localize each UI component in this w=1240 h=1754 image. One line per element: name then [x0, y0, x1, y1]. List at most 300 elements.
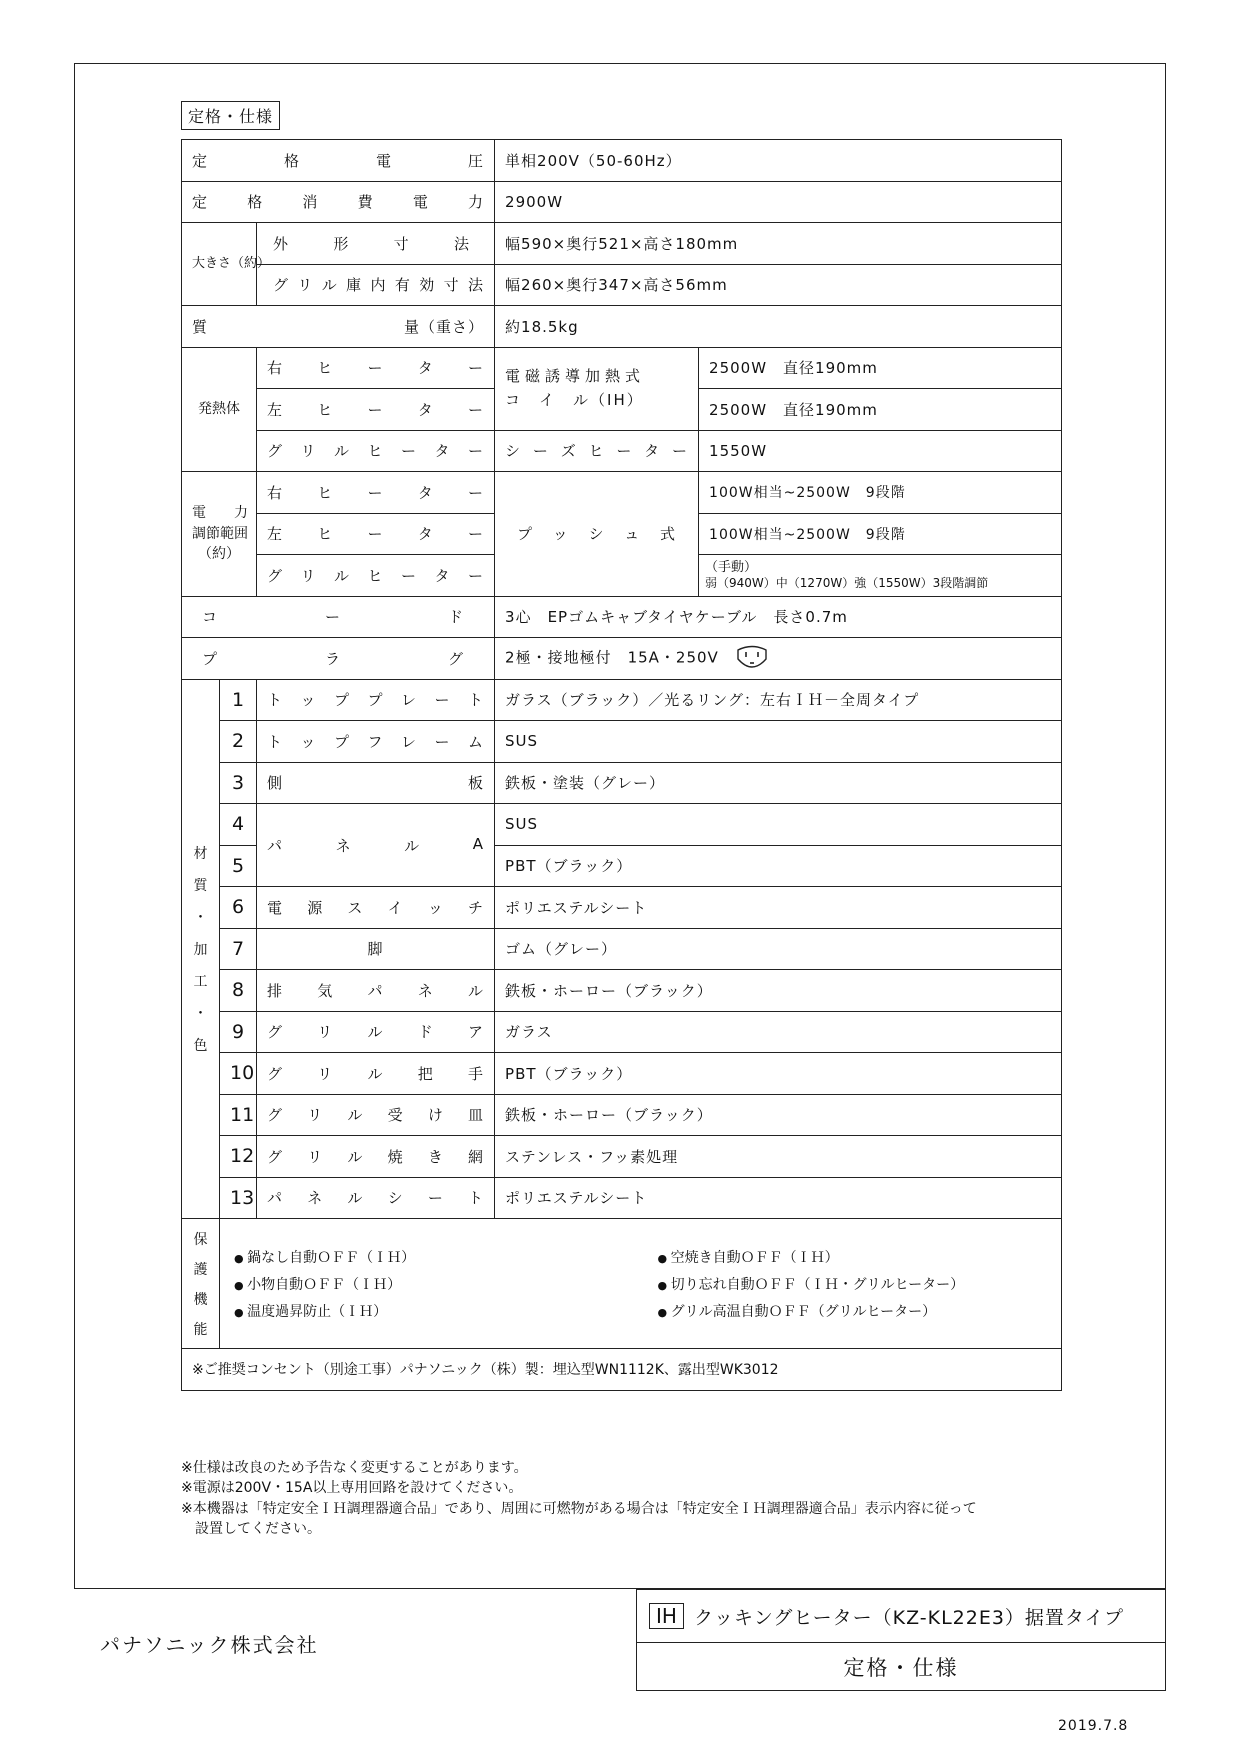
protection-item: ● 温度過昇防止（ＩＨ）	[234, 1301, 638, 1321]
spec-table	[181, 139, 1062, 1391]
doc-title: 定格・仕様	[843, 1656, 959, 1680]
label-char: 法	[468, 276, 485, 295]
label-char: ド	[448, 608, 465, 627]
material-number: 2	[220, 721, 257, 763]
label-char: ッ	[300, 691, 317, 710]
material-number: 11	[220, 1094, 257, 1136]
row-outer-size	[182, 223, 1062, 265]
label-char: ル	[347, 1106, 364, 1125]
label-chars	[267, 1187, 484, 1208]
material-label	[257, 679, 495, 721]
label-char: 格	[247, 193, 264, 212]
material-number: 1	[220, 679, 257, 721]
label-char: 電	[376, 151, 393, 170]
label-char: 手	[468, 1064, 485, 1083]
label-char: 右	[267, 483, 284, 502]
label-char: ヒ	[317, 400, 334, 419]
label-char: パ	[367, 981, 384, 1000]
label-chars	[505, 440, 688, 461]
label-char: ッ	[552, 525, 569, 544]
value-power-left: 100W相当~2500W 9段階	[699, 513, 1062, 555]
row-cord	[182, 596, 1062, 638]
label-char: ー	[468, 442, 485, 461]
materials-body	[182, 679, 1062, 1219]
label-char: ム	[468, 732, 485, 751]
label-chars	[267, 1146, 484, 1167]
material-number: 10	[220, 1053, 257, 1095]
grill-heater-type	[495, 430, 699, 472]
label-char: 源	[307, 898, 324, 917]
label-chars	[267, 357, 484, 378]
label-char: ネ	[335, 836, 352, 855]
row-grill-size	[182, 264, 1062, 306]
label-chars	[267, 835, 484, 856]
material-value: 鉄板・ホーロー（ブラック）	[495, 1094, 1062, 1136]
vertical-char: ・	[193, 909, 208, 926]
group-heater: 発熱体	[182, 347, 257, 472]
label-char: レ	[401, 691, 418, 710]
group-power	[182, 472, 257, 597]
value-cord: 3心 EPゴムキャブタイヤケーブル 長さ0.7m	[495, 596, 1062, 638]
label-char: ヒ	[317, 483, 334, 502]
label-char: ヒ	[367, 566, 384, 585]
note-3: ※本機器は「特定安全ＩＨ調理器適合品」であり、周囲に可燃物がある場合は「特定安全ＩＨ調理器適合品」表示内容に従って	[181, 1500, 977, 1517]
label-char: 形	[333, 234, 350, 253]
label-power-grill	[257, 555, 495, 597]
label-char: グ	[267, 1064, 284, 1083]
label-char: ー	[367, 525, 384, 544]
material-label	[257, 1136, 495, 1178]
label-char: ト	[267, 732, 284, 751]
value-rated-power: 2900W	[495, 181, 1062, 223]
label-chars	[267, 1063, 484, 1084]
label-char: シ	[505, 442, 522, 461]
ih-type-line2: コ イ ル（IH）	[505, 390, 644, 409]
group-power-line1: 電 力	[192, 505, 248, 522]
label-char: ル	[468, 981, 485, 1000]
label-char: リ	[307, 1147, 324, 1166]
label-char: ア	[468, 1023, 485, 1042]
label-char: ッ	[300, 732, 317, 751]
protection-item: ● グリル高温自動ＯＦＦ（グリルヒーター）	[658, 1301, 1062, 1321]
label-char: ー	[468, 359, 485, 378]
row-rated-power	[182, 181, 1062, 223]
label-char: フ	[367, 732, 384, 751]
label-chars	[267, 772, 484, 793]
label-char: 排	[267, 981, 284, 1000]
material-value: 鉄板・塗装（グレー）	[495, 762, 1062, 804]
label-char: リ	[317, 1064, 334, 1083]
material-row	[182, 679, 1062, 721]
material-value: SUS	[495, 721, 1062, 763]
label-char: ー	[468, 525, 485, 544]
label-char: ル	[334, 566, 351, 585]
label-char: プ	[202, 649, 219, 668]
label-chars	[267, 565, 484, 586]
value-power-grill	[699, 555, 1062, 597]
ih-badge: IH	[649, 1603, 684, 1629]
label-char: グ	[267, 1147, 284, 1166]
material-value: ポリエステルシート	[495, 1177, 1062, 1219]
label-char: グ	[267, 566, 284, 585]
label-char: タ	[417, 483, 434, 502]
label-grill-heater	[257, 430, 495, 472]
material-label	[257, 887, 495, 929]
label-char: 電	[412, 193, 429, 212]
label-char: 板	[468, 774, 485, 793]
protection-list-cell	[220, 1219, 1062, 1349]
label-char: 内	[370, 276, 387, 295]
label-char: 式	[659, 525, 676, 544]
value-power-right: 100W相当~2500W 9段階	[699, 472, 1062, 514]
label-char: プ	[334, 732, 351, 751]
label-char: ヒ	[588, 442, 605, 461]
label-char: レ	[401, 732, 418, 751]
vertical-char: ・	[193, 1005, 208, 1022]
vertical-char: 能	[193, 1321, 208, 1338]
material-value: ポリエステルシート	[495, 887, 1062, 929]
label-char: リ	[300, 566, 317, 585]
label-char: タ	[417, 400, 434, 419]
row-rated-voltage	[182, 140, 1062, 182]
material-label	[257, 762, 495, 804]
label-char: タ	[434, 566, 451, 585]
vertical-char: 護	[193, 1261, 208, 1278]
plug-outlet-icon	[735, 645, 769, 671]
label-chars	[202, 648, 464, 669]
label-char: ー	[367, 359, 384, 378]
value-right-heater: 2500W 直径190mm	[699, 347, 1062, 389]
label-char: 把	[417, 1064, 434, 1083]
vertical-char: 質	[193, 877, 208, 894]
label-chars	[267, 1104, 484, 1125]
label-char: タ	[417, 359, 434, 378]
material-row	[182, 1094, 1062, 1136]
label-chars	[267, 482, 484, 503]
material-row	[182, 1011, 1062, 1053]
label-char: 網	[468, 1147, 485, 1166]
label-char: ル	[367, 1023, 384, 1042]
material-label	[257, 970, 495, 1012]
protection-item: ● 切り忘れ自動ＯＦＦ（ＩＨ・グリルヒーター）	[658, 1274, 1062, 1294]
title-block	[636, 1589, 1166, 1691]
label-char: 電	[267, 898, 284, 917]
vertical-label	[182, 843, 219, 1055]
label-chars	[517, 523, 676, 544]
material-value: ステンレス・フッ素処理	[495, 1136, 1062, 1178]
label-chars	[267, 731, 484, 752]
material-value: PBT（ブラック）	[495, 1053, 1062, 1095]
value-left-heater: 2500W 直径190mm	[699, 389, 1062, 431]
protection-item: ● 鍋なし自動ＯＦＦ（ＩＨ）	[234, 1247, 638, 1267]
group-protection	[182, 1219, 220, 1349]
material-number: 6	[220, 887, 257, 929]
label-plug	[182, 638, 495, 680]
material-row	[182, 1053, 1062, 1095]
label-char: プ	[367, 691, 384, 710]
material-value: PBT（ブラック）	[495, 845, 1062, 887]
push-type	[495, 472, 699, 597]
label-char: チ	[468, 898, 485, 917]
label-left-heater	[257, 389, 495, 431]
label-char: ヒ	[367, 442, 384, 461]
material-label	[257, 721, 495, 763]
label-chars	[267, 897, 484, 918]
label-char: 焼	[387, 1147, 404, 1166]
material-label	[257, 928, 495, 970]
note-4: 設置してください。	[195, 1520, 321, 1537]
vertical-label	[182, 1229, 219, 1339]
label-char: ー	[672, 442, 689, 461]
vertical-char: 加	[193, 941, 208, 958]
label-char: ー	[367, 400, 384, 419]
vertical-char: 機	[193, 1291, 208, 1308]
material-row	[182, 762, 1062, 804]
group-size: 大きさ（約）	[182, 223, 257, 306]
label-char: タ	[644, 442, 661, 461]
label-char: ー	[367, 483, 384, 502]
label-char: パ	[267, 1189, 284, 1208]
label-chars	[273, 274, 484, 295]
note-2: ※電源は200V・15A以上専用回路を設けてください。	[181, 1480, 523, 1497]
material-row	[182, 928, 1062, 970]
group-power-line2: 調節範囲	[192, 525, 248, 542]
label-char: け	[427, 1106, 444, 1125]
material-number: 5	[220, 845, 257, 887]
label-char: ネ	[417, 981, 434, 1000]
label-char: 左	[267, 525, 284, 544]
material-number: 7	[220, 928, 257, 970]
label-char: ト	[468, 691, 485, 710]
material-row	[182, 887, 1062, 929]
label-char: イ	[387, 898, 404, 917]
material-number: 9	[220, 1011, 257, 1053]
label-power-left	[257, 513, 495, 555]
label-char: ヒ	[317, 359, 334, 378]
label-char: 外	[273, 234, 290, 253]
label-power-right	[257, 472, 495, 514]
label-char: ー	[532, 442, 549, 461]
label-char: 右	[267, 359, 284, 378]
material-row	[182, 721, 1062, 763]
label-char: ー	[468, 400, 485, 419]
company-name: パナソニック株式会社	[100, 1633, 319, 1657]
label-char: ヒ	[317, 525, 334, 544]
protection-item: ● 空焼き自動ＯＦＦ（ＩＨ）	[658, 1247, 1062, 1267]
label-char: ズ	[560, 442, 577, 461]
group-power-line3: （約）	[198, 545, 240, 562]
label-rated-voltage	[182, 140, 495, 182]
section-title: 定格・仕様	[181, 101, 280, 130]
label-char: 寸	[443, 276, 460, 295]
label-chars	[267, 399, 484, 420]
value-grill-heater: 1550W	[699, 430, 1062, 472]
label-char: 消	[302, 193, 319, 212]
vertical-char: 工	[193, 973, 208, 990]
label-char: タ	[434, 442, 451, 461]
material-number: 12	[220, 1136, 257, 1178]
row-outlet-note	[182, 1349, 1062, 1391]
material-number: 4	[220, 804, 257, 846]
label-char: ー	[616, 442, 633, 461]
label-chars	[267, 523, 484, 544]
label-char: ー	[325, 608, 342, 627]
material-value: ガラス（ブラック）／光るリング：左右ＩＨ－全周タイプ	[495, 679, 1062, 721]
label-char: グ	[267, 442, 284, 461]
label-char: 有	[394, 276, 411, 295]
label-char: ー	[468, 566, 485, 585]
label-char: タ	[417, 525, 434, 544]
value-grill-size: 幅260×奥行347×高さ56mm	[495, 264, 1062, 306]
label-char: 寸	[393, 234, 410, 253]
material-label-text: 脚	[367, 940, 384, 959]
row-weight	[182, 306, 1062, 348]
label-char: ル	[347, 1189, 364, 1208]
outlet-note: ※ご推奨コンセント（別途工事）パナソニック（株）製：埋込型WN1112K、露出型WK3012	[182, 1349, 1062, 1391]
material-row	[182, 804, 1062, 846]
label-weight	[182, 306, 495, 348]
material-number: 13	[220, 1177, 257, 1219]
weight-label-b: 量（重さ）	[404, 317, 485, 336]
label-char: ー	[434, 691, 451, 710]
material-number: 3	[220, 762, 257, 804]
label-char: グ	[267, 1106, 284, 1125]
label-char: ー	[401, 566, 418, 585]
row-plug	[182, 638, 1062, 680]
material-value: ゴム（グレー）	[495, 928, 1062, 970]
label-char: 気	[317, 981, 334, 1000]
label-char: 皿	[468, 1106, 485, 1125]
label-chars	[267, 689, 484, 710]
material-number: 8	[220, 970, 257, 1012]
vertical-char: 保	[193, 1231, 208, 1248]
material-label	[257, 1053, 495, 1095]
label-char: 圧	[468, 151, 485, 170]
value-plug-text: 2極・接地極付 15A・250V	[505, 648, 719, 667]
label-char: グ	[267, 1023, 284, 1042]
row-power-right	[182, 472, 1062, 514]
label-char: 力	[468, 193, 485, 212]
row-right-heater	[182, 347, 1062, 389]
ih-type	[495, 347, 699, 430]
product-name: クッキングヒーター（KZ-KL22E3）据置タイプ	[693, 1606, 1124, 1629]
label-char: ー	[434, 732, 451, 751]
material-label	[257, 1011, 495, 1053]
label-char: ト	[267, 691, 284, 710]
label-char: ス	[347, 898, 364, 917]
label-char: ネ	[307, 1189, 324, 1208]
label-char: パ	[267, 836, 284, 855]
weight-label-a: 質	[192, 317, 209, 336]
label-chars	[267, 1021, 484, 1042]
document-date: 2019.7.8	[1058, 1718, 1129, 1734]
label-char: ル	[334, 442, 351, 461]
material-label	[257, 1177, 495, 1219]
ih-type-line1: 電磁誘導加熱式	[505, 367, 646, 386]
vertical-char: 材	[193, 845, 208, 862]
label-right-heater	[257, 347, 495, 389]
value-plug	[495, 638, 1062, 680]
label-char: シ	[387, 1189, 404, 1208]
label-char: ー	[401, 442, 418, 461]
label-char: リ	[307, 1106, 324, 1125]
label-char: ー	[427, 1189, 444, 1208]
label-char: グ	[273, 276, 290, 295]
label-char: ュ	[624, 525, 641, 544]
value-weight: 約18.5kg	[495, 306, 1062, 348]
label-char: 費	[357, 193, 374, 212]
label-char: 側	[267, 774, 284, 793]
value-power-grill-line1: （手動）	[705, 559, 758, 575]
material-row	[182, 970, 1062, 1012]
label-char: ル	[367, 1064, 384, 1083]
label-char: リ	[297, 276, 314, 295]
notes	[181, 1458, 977, 1539]
label-char: 受	[387, 1106, 404, 1125]
material-row	[182, 1136, 1062, 1178]
label-char: リ	[300, 442, 317, 461]
label-outer-size	[257, 223, 495, 265]
label-char: 庫	[346, 276, 363, 295]
label-char: ル	[347, 1147, 364, 1166]
row-protection	[182, 1219, 1062, 1349]
label-char: ド	[417, 1023, 434, 1042]
protection-item: ● 小物自動ＯＦＦ（ＩＨ）	[234, 1274, 638, 1294]
label-char: ル	[321, 276, 338, 295]
material-label	[257, 1094, 495, 1136]
label-char: リ	[317, 1023, 334, 1042]
label-char: A	[472, 834, 484, 853]
label-grill-size	[257, 264, 495, 306]
value-outer-size: 幅590×奥行521×高さ180mm	[495, 223, 1062, 265]
label-char: ー	[468, 483, 485, 502]
label-char: ッ	[427, 898, 444, 917]
protection-list	[220, 1243, 1061, 1325]
label-char: き	[427, 1147, 444, 1166]
label-char: プ	[517, 525, 534, 544]
label-chars	[267, 440, 484, 461]
label-char: 格	[284, 151, 301, 170]
label-char: 法	[453, 234, 470, 253]
label-chars	[273, 233, 470, 254]
label-char: ト	[468, 1189, 485, 1208]
label-chars	[192, 191, 484, 212]
material-label	[257, 804, 495, 887]
label-rated-power	[182, 181, 495, 223]
label-char: 定	[192, 193, 209, 212]
material-row	[182, 1177, 1062, 1219]
label-char: ラ	[325, 649, 342, 668]
vertical-char: 色	[193, 1037, 208, 1054]
material-value: 鉄板・ホーロー（ブラック）	[495, 970, 1062, 1012]
label-char: グ	[448, 649, 465, 668]
label-char: プ	[334, 691, 351, 710]
value-rated-voltage: 単相200V（50-60Hz）	[495, 140, 1062, 182]
label-chars	[202, 606, 464, 627]
row-grill-heater	[182, 430, 1062, 472]
label-cord	[182, 596, 495, 638]
label-chars	[192, 150, 484, 171]
material-value: ガラス	[495, 1011, 1062, 1053]
group-materials	[182, 679, 220, 1219]
note-1: ※仕様は改良のため予告なく変更することがあります。	[181, 1460, 528, 1476]
label-char: 左	[267, 400, 284, 419]
material-value: SUS	[495, 804, 1062, 846]
label-chars	[267, 980, 484, 1001]
title-block-product-row	[637, 1590, 1165, 1643]
label-char: 効	[419, 276, 436, 295]
label-char: ル	[404, 836, 421, 855]
